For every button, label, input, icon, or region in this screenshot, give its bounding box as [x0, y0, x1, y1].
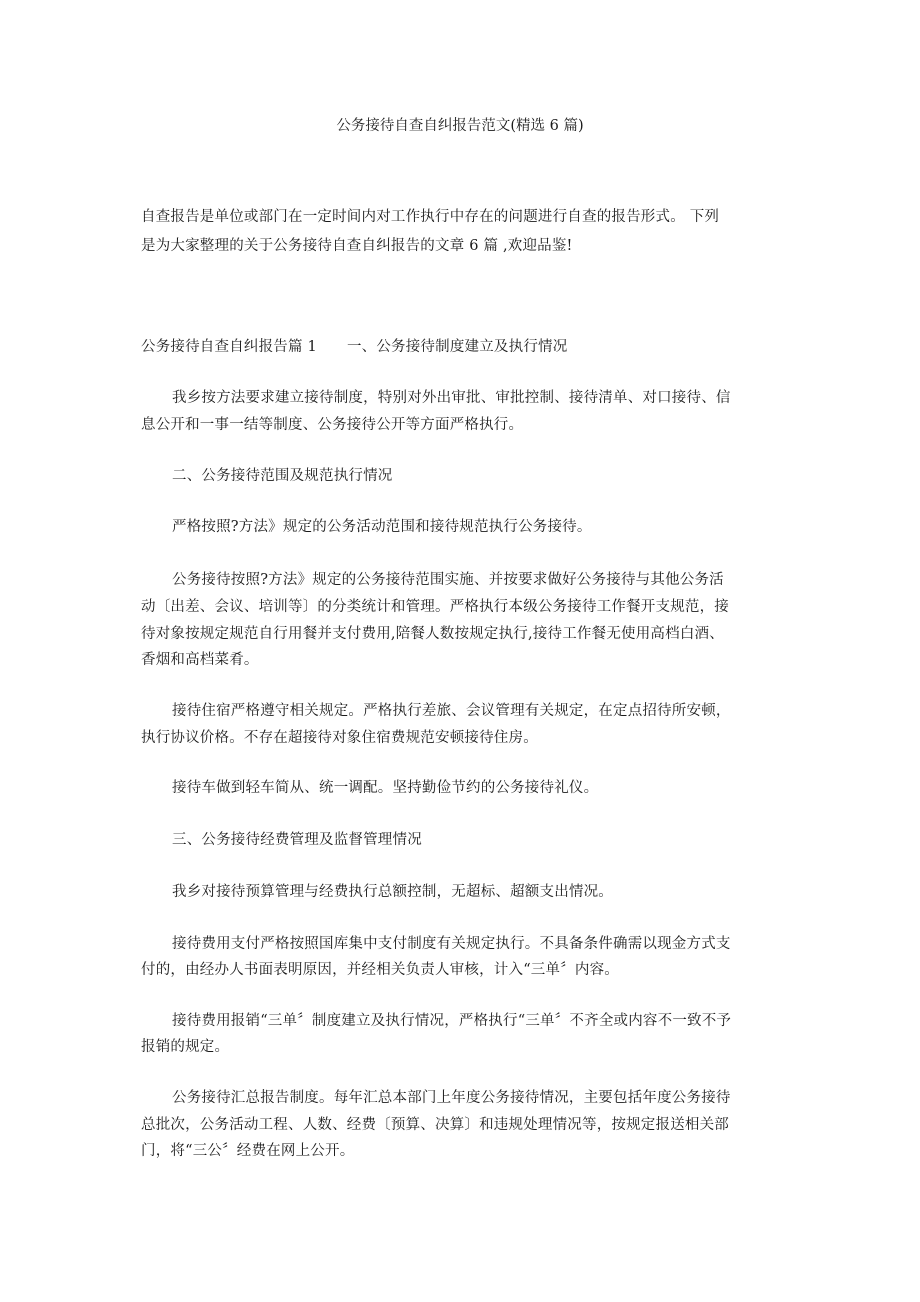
paragraph-line: 报销的规定。 [141, 1039, 230, 1055]
subheading: 二、公务接待范围及规范执行情况 [172, 468, 393, 484]
paragraph-line: 接待费用支付严格按照国库集中支付制度有关规定执行。不具备条件确需以现金方式支 [172, 936, 731, 952]
subheading: 三、公务接待经费管理及监督管理情况 [172, 832, 422, 848]
paragraph-line: 待对象按规定规范自行用餐并支付费用,陪餐人数按规定执行,接待工作餐无使用高档白酒、 [141, 626, 724, 642]
paragraph-line: 执行协议价格。不存在超接待对象住宿费规范安顿接待住房。 [141, 730, 538, 746]
paragraph-line: 接待住宿严格遵守相关规定。严格执行差旅、会议管理有关规定，在定点招待所安顿， [172, 703, 731, 719]
paragraph-line: 我乡按方法要求建立接待制度，特别对外出审批、审批控制、接待清单、对口接待、信 [172, 390, 731, 406]
paragraph-line: 接待车做到轻车简从、统一调配。坚持勤俭节约的公务接待礼仪。 [172, 780, 599, 796]
paragraph-line: 公务接待按照?方法》规定的公务接待范围实施、并按要求做好公务接待与其他公务活 [172, 572, 724, 588]
paragraph-line: 动〔出差、会议、培训等〕的分类统计和管理。严格执行本级公务接待工作餐开支规范，接 [141, 599, 729, 615]
paragraph-line: 香烟和高档菜肴。 [141, 652, 259, 668]
paragraph-line: 门，将“三公〞经费在网上公开。 [141, 1143, 355, 1159]
intro-line: 自查报告是单位或部门在一定时间内对工作执行中存在的问题进行自查的报告形式。 下列 [141, 209, 720, 225]
paragraph-line: 接待费用报销“三单〞制度建立及执行情况，严格执行“三单〞不齐全或内容不一致不予 [172, 1013, 732, 1029]
paragraph-line: 付的，由经办人书面表明原因，并经相关负责人审核，计入“三单〞内容。 [141, 962, 620, 978]
section-label: 公务接待自查自纠报告篇 1 [141, 339, 317, 355]
paragraph-line: 总批次，公务活动工程、人数、经费〔预算、决算〕和违规处理情况等，按规定报送相关部 [141, 1117, 729, 1133]
section-subheading: 一、公务接待制度建立及执行情况 [346, 339, 568, 355]
paragraph-line: 我乡对接待预算管理与经费执行总额控制，无超标、超额支出情况。 [172, 884, 613, 900]
paragraph-line: 公务接待汇总报告制度。每年汇总本部门上年度公务接待情况，主要包括年度公务接待 [172, 1090, 731, 1106]
paragraph-line: 息公开和一事一结等制度、公务接待公开等方面严格执行。 [141, 417, 524, 433]
document-title: 公务接待自查自纠报告范文(精选 6 篇) [336, 118, 584, 134]
paragraph-line: 严格按照?方法》规定的公务活动范围和接待规范执行公务接待。 [172, 519, 592, 535]
intro-line: 是为大家整理的关于公务接待自查自纠报告的文章 6 篇 ,欢迎品鉴! [141, 238, 573, 254]
section-heading [141, 337, 567, 357]
